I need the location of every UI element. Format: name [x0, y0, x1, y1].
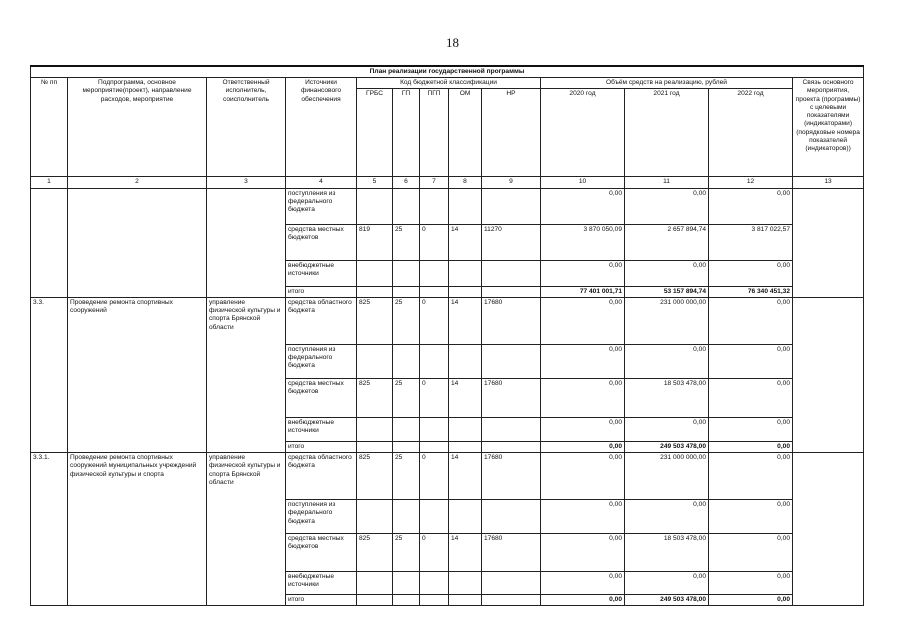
header-budget-code: Код бюджетной классификации — [357, 78, 541, 89]
amount-2022: 0,00 — [709, 453, 793, 500]
code-nr: 17680 — [482, 453, 541, 500]
code-nr — [482, 500, 541, 534]
code-nr: 17680 — [482, 297, 541, 344]
header-pgp: ПГП — [420, 89, 449, 177]
code-gp — [393, 500, 420, 534]
amount-2021: 0,00 — [625, 500, 709, 534]
code-om: 14 — [449, 534, 482, 572]
amount-2021: 0,00 — [625, 572, 709, 595]
amount-2022: 0,00 — [709, 595, 793, 606]
amount-2022: 0,00 — [709, 417, 793, 441]
amount-2021: 0,00 — [625, 188, 709, 224]
code-om — [449, 595, 482, 606]
amount-2020: 0,00 — [541, 417, 625, 441]
code-nr: 11270 — [482, 224, 541, 260]
amount-2021: 18 503 478,00 — [625, 534, 709, 572]
code-nr — [482, 286, 541, 297]
code-gp: 25 — [393, 224, 420, 260]
code-nr — [482, 572, 541, 595]
colnum: 13 — [793, 177, 864, 188]
colnum: 8 — [449, 177, 482, 188]
code-gp — [393, 260, 420, 286]
indicator-link — [793, 453, 864, 606]
amount-2020: 0,00 — [541, 344, 625, 378]
funding-source: итого — [286, 595, 357, 606]
amount-2022: 0,00 — [709, 378, 793, 417]
funding-source: поступления из федерального бюджета — [286, 344, 357, 378]
code-gp: 25 — [393, 378, 420, 417]
item-number: 3.3.1. — [31, 453, 68, 606]
code-grbs: 825 — [357, 378, 393, 417]
code-pgp — [420, 500, 449, 534]
header-num: № пп — [31, 78, 68, 177]
colnum: 7 — [420, 177, 449, 188]
header-volume: Объём средств на реализацию, рублей — [541, 78, 793, 89]
code-pgp: 0 — [420, 297, 449, 344]
colnum: 9 — [482, 177, 541, 188]
table-row — [31, 297, 864, 344]
header-nr: НР — [482, 89, 541, 177]
code-om — [449, 286, 482, 297]
item-name: Проведение ремонта спортивных сооружений — [68, 297, 207, 452]
code-pgp — [420, 344, 449, 378]
code-om — [449, 260, 482, 286]
code-gp — [393, 441, 420, 452]
amount-2020: 0,00 — [541, 500, 625, 534]
code-pgp: 0 — [420, 224, 449, 260]
colnum: 5 — [357, 177, 393, 188]
code-grbs — [357, 417, 393, 441]
amount-2020: 77 401 001,71 — [541, 286, 625, 297]
amount-2021: 249 503 478,00 — [625, 595, 709, 606]
header-om: ОМ — [449, 89, 482, 177]
code-pgp: 0 — [420, 534, 449, 572]
indicator-link — [793, 188, 864, 297]
code-om — [449, 572, 482, 595]
funding-source: средства местных бюджетов — [286, 534, 357, 572]
header-responsible: Ответственный исполнитель, соисполнитель — [207, 78, 286, 177]
header-2022: 2022 год — [709, 89, 793, 177]
item-number: 3.3. — [31, 297, 68, 452]
amount-2020: 0,00 — [541, 572, 625, 595]
code-om: 14 — [449, 297, 482, 344]
header-2021: 2021 год — [625, 89, 709, 177]
amount-2022: 0,00 — [709, 572, 793, 595]
program-plan-table — [30, 65, 864, 606]
code-gp: 25 — [393, 534, 420, 572]
code-gp — [393, 417, 420, 441]
amount-2020: 0,00 — [541, 534, 625, 572]
amount-2022: 0,00 — [709, 260, 793, 286]
amount-2020: 0,00 — [541, 188, 625, 224]
code-gp: 25 — [393, 297, 420, 344]
indicator-link — [793, 297, 864, 452]
code-om — [449, 500, 482, 534]
code-grbs — [357, 188, 393, 224]
funding-source: внебюджетные источники — [286, 417, 357, 441]
code-nr — [482, 344, 541, 378]
header-grbs: ГРБС — [357, 89, 393, 177]
code-grbs — [357, 595, 393, 606]
code-om — [449, 441, 482, 452]
amount-2022: 0,00 — [709, 500, 793, 534]
header-sources: Источники финансового обеспечения — [286, 78, 357, 177]
code-om — [449, 188, 482, 224]
header-link: Связь основного мероприятия, проекта (программы) с целевыми показателями (индикаторами) (порядковые номера показателей (индикаторов)) — [793, 78, 864, 177]
item-name: Проведение ремонта спортивных сооружений муниципальных учреждений физической культуры и спорта — [68, 453, 207, 606]
code-gp — [393, 344, 420, 378]
code-grbs: 825 — [357, 297, 393, 344]
colnum: 4 — [286, 177, 357, 188]
code-pgp: 0 — [420, 378, 449, 417]
amount-2022: 0,00 — [709, 188, 793, 224]
funding-source: внебюджетные источники — [286, 260, 357, 286]
code-pgp — [420, 417, 449, 441]
funding-source: средства местных бюджетов — [286, 378, 357, 417]
code-gp — [393, 188, 420, 224]
column-number-row — [31, 177, 864, 188]
amount-2021: 0,00 — [625, 417, 709, 441]
amount-2022: 76 340 451,32 — [709, 286, 793, 297]
amount-2020: 3 870 050,09 — [541, 224, 625, 260]
colnum: 3 — [207, 177, 286, 188]
code-pgp — [420, 260, 449, 286]
code-pgp — [420, 572, 449, 595]
funding-source: средства областного бюджета — [286, 453, 357, 500]
funding-source: итого — [286, 441, 357, 452]
amount-2022: 0,00 — [709, 344, 793, 378]
code-gp — [393, 572, 420, 595]
code-nr — [482, 441, 541, 452]
code-grbs — [357, 572, 393, 595]
code-gp: 25 — [393, 453, 420, 500]
code-grbs — [357, 441, 393, 452]
code-gp — [393, 595, 420, 606]
code-om: 14 — [449, 378, 482, 417]
code-grbs — [357, 286, 393, 297]
table-row — [31, 188, 864, 224]
funding-source: поступления из федерального бюджета — [286, 500, 357, 534]
item-responsible: управление физической культуры и спорта Брянской области — [207, 453, 286, 606]
amount-2021: 18 503 478,00 — [625, 378, 709, 417]
amount-2022: 0,00 — [709, 441, 793, 452]
code-pgp — [420, 188, 449, 224]
item-name — [68, 188, 207, 297]
amount-2020: 0,00 — [541, 260, 625, 286]
amount-2020: 0,00 — [541, 441, 625, 452]
plan-title: План реализации государственной программы — [31, 66, 864, 78]
amount-2021: 231 000 000,00 — [625, 453, 709, 500]
code-om — [449, 417, 482, 441]
funding-source: итого — [286, 286, 357, 297]
funding-source: поступления из федерального бюджета — [286, 188, 357, 224]
code-pgp — [420, 441, 449, 452]
amount-2021: 231 000 000,00 — [625, 297, 709, 344]
colnum: 2 — [68, 177, 207, 188]
table-row — [31, 453, 864, 500]
amount-2021: 2 657 894,74 — [625, 224, 709, 260]
item-responsible — [207, 188, 286, 297]
funding-source: внебюджетные источники — [286, 572, 357, 595]
code-grbs: 825 — [357, 534, 393, 572]
code-pgp: 0 — [420, 453, 449, 500]
amount-2020: 0,00 — [541, 595, 625, 606]
code-pgp — [420, 595, 449, 606]
code-grbs: 825 — [357, 453, 393, 500]
code-grbs — [357, 500, 393, 534]
code-nr: 17680 — [482, 378, 541, 417]
code-nr — [482, 595, 541, 606]
code-grbs — [357, 260, 393, 286]
code-gp — [393, 286, 420, 297]
colnum: 1 — [31, 177, 68, 188]
code-nr: 17680 — [482, 534, 541, 572]
amount-2022: 0,00 — [709, 297, 793, 344]
amount-2020: 0,00 — [541, 378, 625, 417]
code-nr — [482, 188, 541, 224]
header-2020: 2020 год — [541, 89, 625, 177]
code-om — [449, 344, 482, 378]
amount-2021: 0,00 — [625, 344, 709, 378]
code-nr — [482, 260, 541, 286]
code-grbs — [357, 344, 393, 378]
amount-2021: 0,00 — [625, 260, 709, 286]
amount-2021: 249 503 478,00 — [625, 441, 709, 452]
header-gp: ГП — [393, 89, 420, 177]
header-subprogram: Подпрограмма, основное мероприятие(проект), направление расходов, мероприятие — [68, 78, 207, 177]
amount-2020: 0,00 — [541, 297, 625, 344]
page-number: 18 — [446, 35, 459, 50]
amount-2022: 3 817 022,57 — [709, 224, 793, 260]
code-om: 14 — [449, 453, 482, 500]
item-number — [31, 188, 68, 297]
code-pgp — [420, 286, 449, 297]
funding-source: средства областного бюджета — [286, 297, 357, 344]
colnum: 6 — [393, 177, 420, 188]
amount-2020: 0,00 — [541, 453, 625, 500]
code-om: 14 — [449, 224, 482, 260]
amount-2022: 0,00 — [709, 534, 793, 572]
table-body — [31, 188, 864, 606]
colnum: 11 — [625, 177, 709, 188]
code-nr — [482, 417, 541, 441]
code-grbs: 819 — [357, 224, 393, 260]
funding-source: средства местных бюджетов — [286, 224, 357, 260]
item-responsible: управление физической культуры и спорта Брянской области — [207, 297, 286, 452]
amount-2021: 53 157 894,74 — [625, 286, 709, 297]
colnum: 12 — [709, 177, 793, 188]
colnum: 10 — [541, 177, 625, 188]
